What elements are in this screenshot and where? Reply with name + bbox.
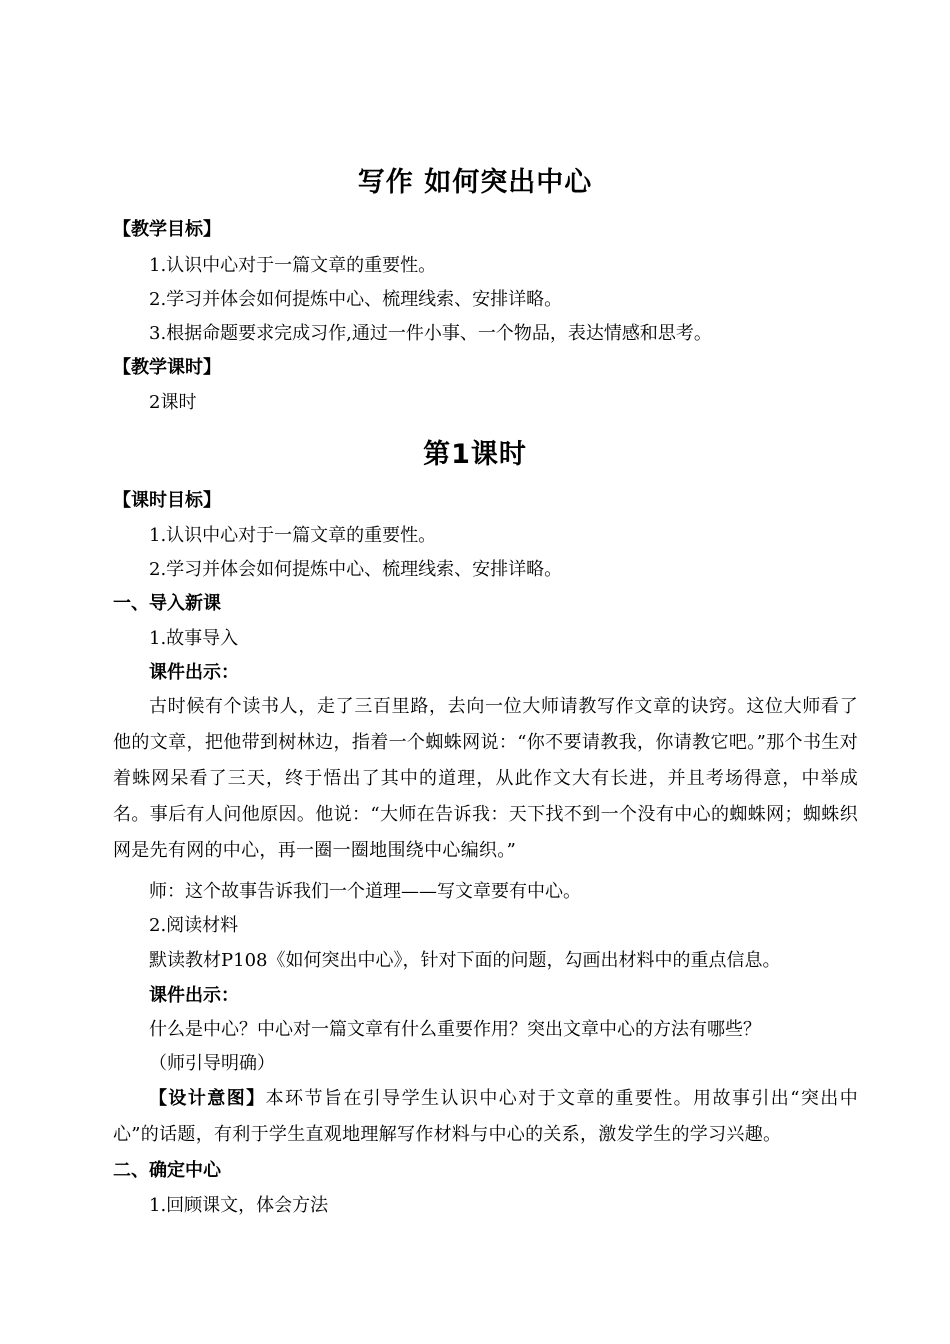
design-intent-label: 【设计意图】 [149,1088,266,1109]
section1-heading: 一、导入新课 [113,593,221,614]
design-intent-paragraph [113,1081,858,1153]
page-title: 写作 如何突出中心 [357,167,593,198]
goal-item: 1.认识中心对于一篇文章的重要性。 [149,255,437,276]
goal-item: 2.学习并体会如何提炼中心、梳理线索、安排详略。 [149,289,563,310]
courseware-label: 课件出示： [149,985,239,1006]
section2-item1: 1.回顾课文，体会方法 [149,1195,329,1216]
section1-item2: 2.阅读材料 [149,915,239,936]
goals-heading: 【教学目标】 [113,219,221,240]
story-paragraph: 古时候有个读书人，走了三百里路，去向一位大师请教写作文章的诀窍。这位大师看了他的文章，把他带到树林边，指着一个蜘蛛网说：“你不要请教我，你请教它吧。”那个书生对着蛛网呆看了三天，终于悟出了其中的道理，从此作文大有长进，并且考场得意，中举成名。事后有人问他原因。他说：“大师在告诉我：天下找不到一个没有中心的蜘蛛网；蜘蛛织网是先有网的中心，再一圈一圈地围绕中心编织。” [113,696,858,861]
lesson-goal-item: 2.学习并体会如何提炼中心、梳理线索、安排详略。 [149,559,563,580]
teacher-line: 师：这个故事告诉我们一个道理——写文章要有中心。 [149,881,581,902]
lesson-goals-heading: 【课时目标】 [113,490,221,511]
section1-item1: 1.故事导入 [149,628,239,649]
lesson-goal-item: 1.认识中心对于一篇文章的重要性。 [149,525,437,546]
teacher-guide: （师引导明确） [149,1053,275,1074]
goal-item: 3.根据命题要求完成习作,通过一件小事、一个物品，表达情感和思考。 [149,323,712,344]
courseware-label: 课件出示： [149,662,239,683]
design-intent-text: 本环节旨在引导学生认识中心对于文章的重要性。用故事引出“突出中心”的话题，有利于学生直观地理解写作材料与中心的关系，激发学生的学习兴趣。 [113,1088,858,1145]
lesson-title: 第1课时 [423,439,527,470]
hours-value: 2课时 [149,392,197,413]
hours-heading: 【教学课时】 [113,357,221,378]
questions-line: 什么是中心？中心对一篇文章有什么重要作用？突出文章中心的方法有哪些？ [149,1019,761,1040]
section2-heading: 二、确定中心 [113,1160,221,1181]
reading-task: 默读教材P108《如何突出中心》，针对下面的问题，勾画出材料中的重点信息。 [149,950,781,971]
